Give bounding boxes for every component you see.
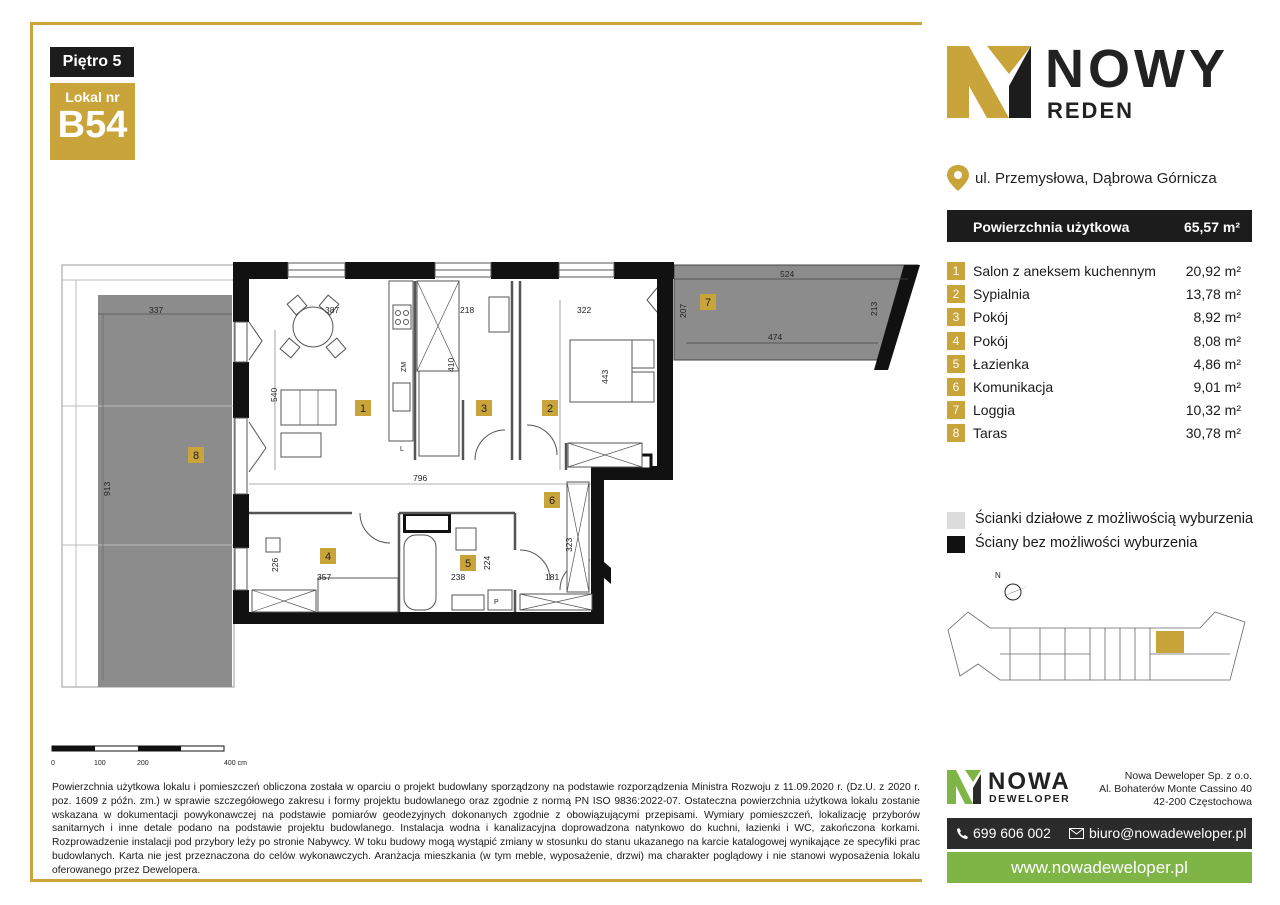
dim-213: 213 [869, 301, 879, 316]
developer-logo-sub: DEWELOPER [989, 793, 1071, 805]
scale-label-0: 0 [51, 760, 55, 767]
list-item [947, 353, 1247, 376]
website-link[interactable]: www.nowadeweloper.pl [947, 852, 1252, 883]
list-item [947, 306, 1247, 329]
scale-label-400: 400 cm [224, 760, 247, 767]
room-marker-2: 2 [546, 403, 554, 415]
phone-link[interactable]: 699 606 002 [973, 825, 1051, 841]
room-name: Pokój [973, 332, 1009, 349]
label-p: P [494, 599, 499, 606]
dim-226: 226 [270, 557, 280, 572]
dim-337: 337 [149, 305, 164, 315]
company-name: Nowa Deweloper Sp. z o.o. [1124, 770, 1252, 782]
room-area: 30,78 m² [1185, 425, 1241, 442]
dim-357: 357 [317, 572, 332, 582]
room-area: 8,92 m² [1193, 309, 1241, 326]
dim-322: 322 [577, 305, 592, 315]
scale-label-200: 200 [137, 760, 149, 767]
legend-swatch-dark [947, 536, 965, 553]
room-name: Łazienka [973, 355, 1030, 372]
room-area: 9,01 m² [1193, 378, 1241, 395]
unit-badge [50, 83, 135, 160]
usable-area-label: Powierzchnia użytkowa [973, 219, 1130, 235]
dim-443: 443 [600, 369, 610, 384]
dim-224: 224 [482, 555, 492, 570]
room-name: Komunikacja [973, 378, 1054, 395]
room-area: 8,08 m² [1193, 332, 1241, 349]
compass-north-label: N [995, 571, 1001, 580]
frame-top-line [30, 22, 922, 25]
room-number: 2 [947, 285, 965, 303]
address: ul. Przemysłowa, Dąbrowa Górnicza [975, 170, 1217, 187]
nowy-reden-logo-icon [947, 46, 1031, 118]
room-number: 3 [947, 308, 965, 326]
list-item [947, 283, 1247, 306]
company-city: 42-200 Częstochowa [1153, 796, 1252, 808]
room-name: Pokój [973, 309, 1009, 326]
company-street: Al. Bohaterów Monte Cassino 40 [1099, 783, 1252, 795]
floor-plan [50, 255, 930, 695]
room-marker-6: 6 [548, 495, 556, 507]
scale-bar [50, 744, 250, 758]
room-number: 4 [947, 332, 965, 350]
room-number: 1 [947, 262, 965, 280]
rooms-list [947, 260, 1247, 446]
label-zm: ZM [401, 361, 408, 372]
key-plan-unit-highlight [1156, 631, 1184, 653]
room-number: 8 [947, 424, 965, 442]
dim-540: 540 [269, 387, 279, 402]
room-name: Sypialnia [973, 286, 1030, 303]
room-area: 4,86 m² [1193, 355, 1241, 372]
usable-area-value: 65,57 m² [1183, 219, 1240, 235]
label-l: L [400, 446, 404, 453]
developer-logo-name: NOWA [988, 768, 1071, 795]
room-name: Taras [973, 425, 1008, 442]
list-item [947, 376, 1247, 399]
floor-badge: Piętro 5 [50, 47, 134, 77]
unit-code: B54 [57, 104, 128, 146]
legend-swatch-light [947, 512, 965, 529]
list-item [947, 422, 1247, 445]
dim-387: 387 [325, 305, 340, 315]
list-item [947, 260, 1247, 283]
nowa-deweloper-logo-icon [947, 770, 981, 804]
list-item [947, 330, 1247, 353]
room-marker-1: 1 [359, 403, 367, 415]
email-link[interactable]: biuro@nowadeweloper.pl [1089, 825, 1247, 841]
room-name: Loggia [973, 402, 1016, 419]
building-key-plan [940, 600, 1252, 684]
brand-name: NOWY [1045, 39, 1229, 99]
room-name: Salon z aneksem kuchennym [973, 263, 1156, 279]
room-number: 6 [947, 378, 965, 396]
frame-bottom-line [30, 879, 922, 882]
dim-913: 913 [102, 481, 112, 496]
contact-bar [947, 818, 1252, 849]
dim-181: 181 [545, 572, 560, 582]
dim-410: 410 [446, 357, 456, 372]
mail-icon [1069, 828, 1084, 839]
room-area: 20,92 m² [1185, 263, 1241, 279]
list-item [947, 399, 1247, 422]
usable-area-bar [947, 210, 1252, 242]
room-marker-4: 4 [324, 551, 332, 563]
dim-218: 218 [460, 305, 475, 315]
dim-323: 323 [564, 537, 574, 552]
room-marker-7: 7 [704, 297, 712, 309]
company-address [1080, 770, 1252, 809]
room-8-fill [98, 295, 232, 687]
room-area: 13,78 m² [1185, 286, 1241, 303]
location-pin-icon [947, 165, 969, 191]
room-marker-8: 8 [192, 450, 200, 462]
legend-fixed-label: Ściany bez możliwości wyburzenia [975, 535, 1198, 551]
room-marker-5: 5 [464, 558, 472, 570]
dim-796: 796 [413, 473, 428, 483]
unit-label: Lokal nr [65, 89, 120, 105]
room-number: 5 [947, 355, 965, 373]
room-marker-3: 3 [480, 403, 488, 415]
phone-icon [956, 827, 969, 840]
scale-label-100: 100 [94, 760, 106, 767]
frame-left-line [30, 22, 33, 882]
legend-removable-label: Ścianki działowe z możliwością wyburzenia [975, 511, 1254, 527]
brand-sub: REDEN [1047, 98, 1135, 123]
room-number: 7 [947, 401, 965, 419]
dim-524: 524 [780, 269, 795, 279]
disclaimer-text: Powierzchnia użytkowa lokalu i pomieszczeń obliczona została w oparciu o projekt budowlany sporządzony na podstawie rozporządzenia Ministra Rozwoju z 11.09.2020 r. (Dz.U. z 2020 r. poz. 1609 z późn. zm.) w sprawie szczegółowego zakresu i formy projektu budowlanego oraz zgodnie z normą PN ISO 9836:2022-07. Ostateczna powierzchnia użytkowa lokalu zostanie wskazana w dokumentacji powykonawczej na podstawie pomiarów geodezyjnych dokonanych zgodnie z obowiązującymi przepisami. Wymiary pomieszczeń, lokalizację przyborów sanitarnych i inne detale podano na podstawie projektu budowlanego. Instalacja wodna i kanalizacyjna doprowadzona natynkowo do kuchni, łazienki i WC, zakończona korkami. Rozprowadzenie instalacji pod przybory leży po stronie Nabywcy. W toku budowy mogą wystąpić zmiany w stosunku do stanu ukazanego na karcie katalogowej wynikające ze specyfiki prac budowlanych. Karta nie jest przeznaczona do celów wykonawczych. Aranżacja mieszkania (w tym meble, wyposażenie, drzwi) ma charakter poglądowy i nie stanowi wyposażenia lokalu oferowanego przez Dewelopera. [52, 782, 920, 876]
dim-207: 207 [678, 303, 688, 318]
room-area: 10,32 m² [1185, 402, 1241, 419]
dim-238: 238 [451, 572, 466, 582]
dim-474: 474 [768, 332, 783, 342]
